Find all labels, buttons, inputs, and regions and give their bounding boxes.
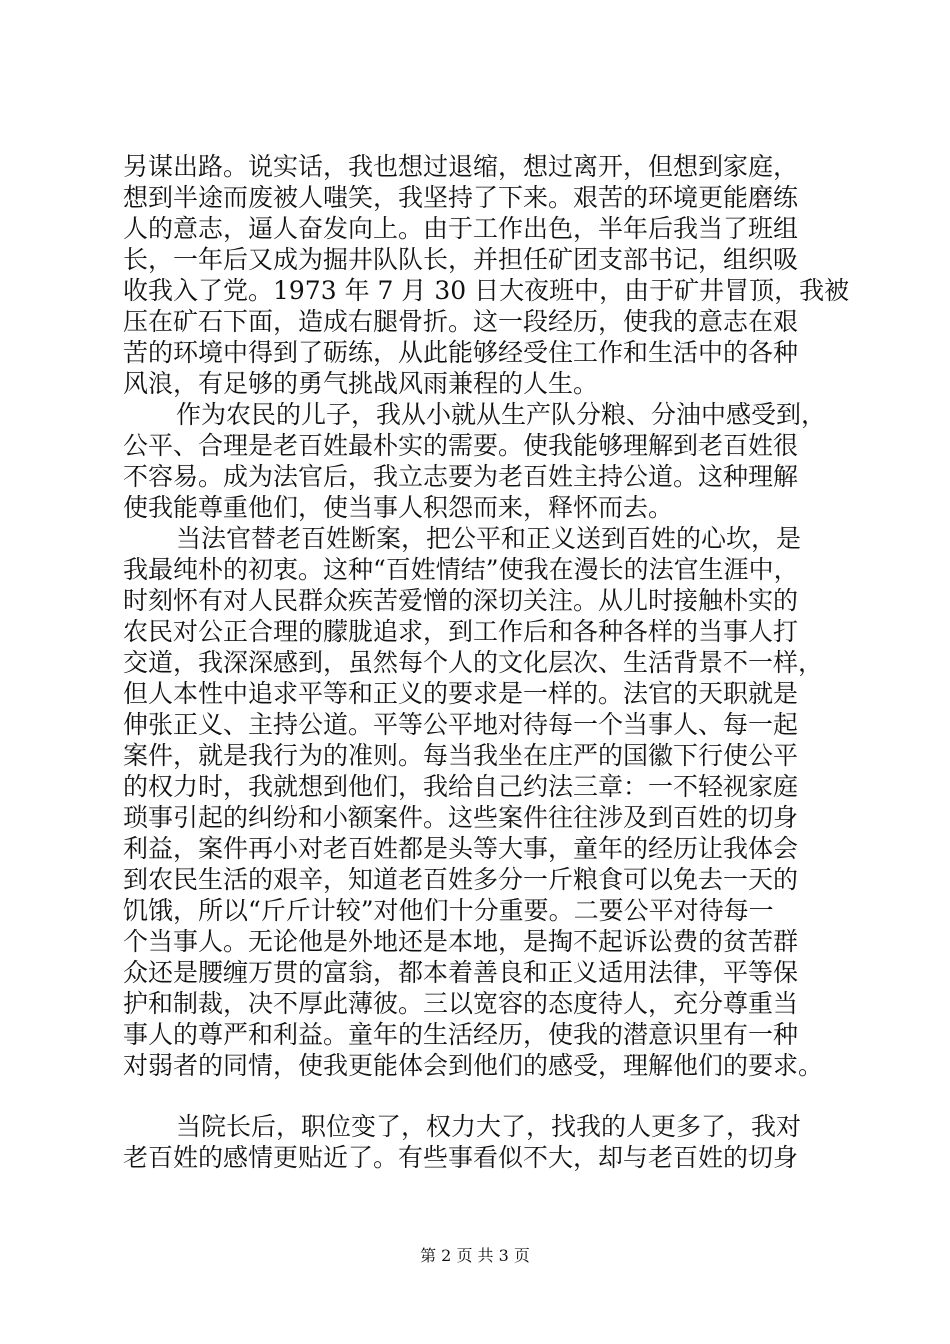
text-line: 对弱者的同情，使我更能体会到他们的感受，理解他们的要求。 bbox=[123, 1051, 824, 1080]
text-line: 案件，就是我行为的准则。每当我坐在庄严的国徽下行使公平 bbox=[123, 741, 799, 770]
text-line: 但人本性中追求平等和正义的要求是一样的。法官的天职就是 bbox=[123, 679, 799, 708]
text-line: 使我能尊重他们，使当事人积怨而来，释怀而去。 bbox=[123, 493, 674, 522]
text-line: 公平、合理是老百姓最朴实的需要。使我能够理解到老百姓很 bbox=[123, 431, 799, 460]
text-line: 收我入了党。1973 年 7 月 30 日大夜班中，由于矿井冒顶，我被 bbox=[123, 276, 850, 305]
text-line: 长，一年后又成为掘井队队长，并担任矿团支部书记，组织吸 bbox=[123, 245, 799, 274]
text-line: 另谋出路。说实话，我也想过退缩，想过离开，但想到家庭， bbox=[123, 152, 799, 181]
text-line: 饥饿，所以“斤斤计较”对他们十分重要。二要公平对待每一 bbox=[123, 896, 774, 925]
text-line: 琐事引起的纠纷和小额案件。这些案件往往涉及到百姓的切身 bbox=[123, 803, 799, 832]
text-line: 老百姓的感情更贴近了。有些事看似不大，却与老百姓的切身 bbox=[123, 1143, 799, 1172]
text-line: 事人的尊严和利益。童年的生活经历，使我的潜意识里有一种 bbox=[123, 1020, 799, 1049]
text-line: 个当事人。无论他是外地还是本地，是掏不起诉讼费的贫苦群 bbox=[123, 927, 799, 956]
text-line: 我最纯朴的初衷。这种“百姓情结”使我在漫长的法官生涯中， bbox=[123, 555, 799, 584]
text-line: 时刻怀有对人民群众疾苦爱憎的深切关注。从儿时接触朴实的 bbox=[123, 586, 799, 615]
paragraph-first-line: 当院长后，职位变了，权力大了，找我的人更多了，我对 bbox=[176, 1112, 802, 1141]
text-line: 压在矿石下面，造成右腿骨折。这一段经历，使我的意志在艰 bbox=[123, 307, 799, 336]
text-line: 护和制裁，决不厚此薄彼。三以宽容的态度待人，充分尊重当 bbox=[123, 989, 799, 1018]
text-line: 交道，我深深感到，虽然每个人的文化层次、生活背景不一样， bbox=[123, 648, 824, 677]
text-line: 风浪，有足够的勇气挑战风雨兼程的人生。 bbox=[123, 369, 599, 398]
paragraph-first-line: 当法官替老百姓断案，把公平和正义送到百姓的心坎，是 bbox=[176, 524, 802, 553]
text-line: 想到半途而废被人嗤笑，我坚持了下来。艰苦的环境更能磨练 bbox=[123, 183, 799, 212]
text-line: 人的意志，逼人奋发向上。由于工作出色，半年后我当了班组 bbox=[123, 214, 799, 243]
text-line: 到农民生活的艰辛，知道老百姓多分一斤粮食可以免去一天的 bbox=[123, 865, 799, 894]
text-line: 苦的环境中得到了砺练，从此能够经受住工作和生活中的各种 bbox=[123, 338, 799, 367]
text-line: 的权力时，我就想到他们，我给自己约法三章：一不轻视家庭 bbox=[123, 772, 799, 801]
page-footer: 第 2 页 共 3 页 bbox=[420, 1246, 530, 1265]
text-line: 农民对公正合理的朦胧追求，到工作后和各种各样的当事人打 bbox=[123, 617, 799, 646]
paragraph-first-line: 作为农民的儿子，我从小就从生产队分粮、分油中感受到， bbox=[176, 400, 827, 429]
text-line: 伸张正义、主持公道。平等公平地对待每一个当事人、每一起 bbox=[123, 710, 799, 739]
text-line: 不容易。成为法官后，我立志要为老百姓主持公道。这种理解 bbox=[123, 462, 799, 491]
text-line: 利益，案件再小对老百姓都是头等大事，童年的经历让我体会 bbox=[123, 834, 799, 863]
text-line: 众还是腰缠万贯的富翁，都本着善良和正义适用法律，平等保 bbox=[123, 958, 799, 987]
